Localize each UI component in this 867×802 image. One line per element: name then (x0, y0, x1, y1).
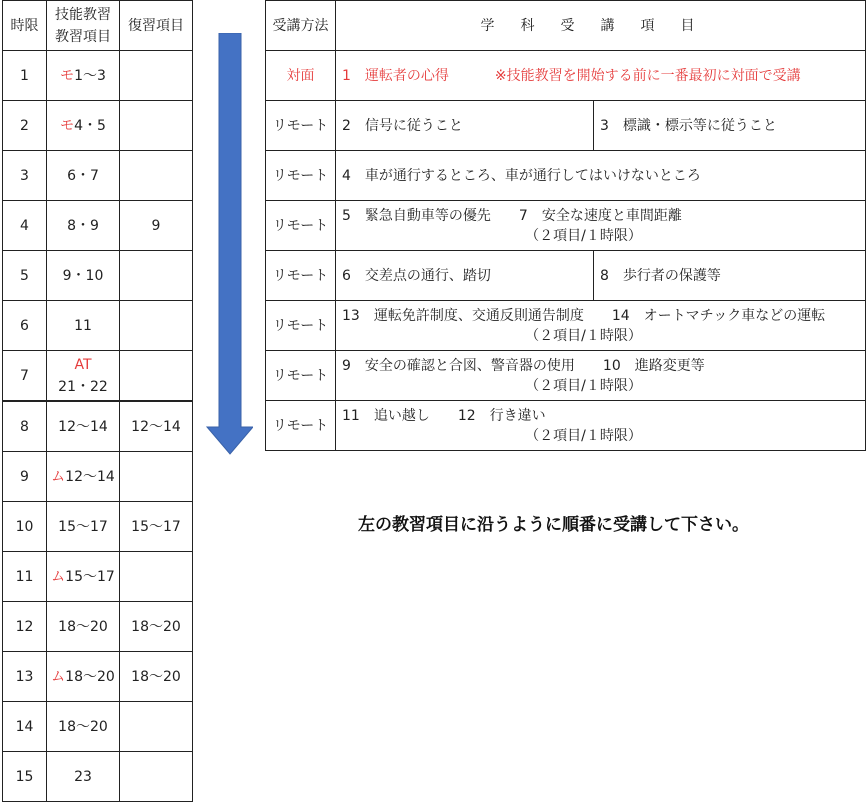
subject-cell: 3 標識・標示等に従うこと (594, 101, 866, 151)
period-cell: 1 (3, 51, 47, 101)
subject-line (342, 306, 865, 326)
lecture-row (266, 401, 866, 451)
period-cell: 12 (3, 602, 47, 652)
skill-item-cell (47, 301, 120, 351)
skill-item-value: 18～20 (65, 668, 115, 685)
skill-item-cell (47, 251, 120, 301)
skill-item-cell (47, 201, 120, 251)
transmission-prefix: ム (51, 468, 66, 485)
subject-cell: 6 交差点の通行、踏切 (336, 251, 594, 301)
review-item-cell (120, 251, 193, 301)
subject-cell: 2 信号に従うこと (336, 101, 594, 151)
subject-cell (336, 51, 866, 101)
skill-item-value: 1～3 (74, 67, 106, 84)
subject-subnote: （２項目/１時限） (525, 377, 642, 394)
subject-text: 11 追い越し 12 行き違い (342, 407, 546, 424)
review-item-cell (120, 752, 193, 802)
period-cell: 7 (3, 351, 47, 402)
skill-item-value: 23 (74, 768, 92, 785)
skill-item-value: 18～20 (58, 718, 108, 735)
subject-text: 9 安全の確認と合図、警音器の使用 10 進路変更等 (342, 357, 705, 374)
skill-item-cell (47, 351, 120, 402)
schedule-table (2, 0, 193, 802)
method-cell: リモート (266, 101, 336, 151)
skill-item-cell (47, 401, 120, 452)
schedule-header-row (3, 1, 193, 51)
skill-item-value: 15～17 (58, 518, 108, 535)
instruction-text: 左の教習項目に沿うように順番に受講して下さい。 (358, 515, 749, 535)
subject-line (342, 166, 865, 186)
period-cell: 13 (3, 652, 47, 702)
lecture-row (266, 201, 866, 251)
transmission-prefix: モ (60, 117, 75, 134)
lecture-header-row (266, 1, 866, 51)
period-cell: 6 (3, 301, 47, 351)
skill-item-cell (47, 602, 120, 652)
period-cell: 10 (3, 502, 47, 552)
lecture-row (266, 151, 866, 201)
subject-text: 1 運転者の心得 (342, 67, 449, 84)
method-cell: 対面 (266, 51, 336, 101)
subject-text: 13 運転免許制度、交通反則通告制度 14 オートマチック車などの運転 (342, 307, 826, 324)
skill-item-header-line2: 教習項目 (55, 28, 111, 45)
lecture-row (266, 301, 866, 351)
skill-item-cell (47, 51, 120, 101)
method-cell: リモート (266, 401, 336, 451)
schedule-row (3, 151, 193, 201)
schedule-row (3, 752, 193, 802)
subject-cell (336, 401, 866, 451)
schedule-row (3, 251, 193, 301)
review-item-cell (120, 452, 193, 502)
review-item-cell (120, 101, 193, 151)
skill-item-value: 11 (74, 317, 92, 334)
skill-item-cell (47, 502, 120, 552)
skill-item-cell (47, 151, 120, 201)
lecture-row (266, 51, 866, 101)
schedule-row (3, 301, 193, 351)
method-cell: リモート (266, 351, 336, 401)
schedule-row (3, 351, 193, 402)
skill-item-value: 15～17 (65, 568, 115, 585)
skill-item-cell (47, 652, 120, 702)
period-cell: 8 (3, 401, 47, 452)
review-item-cell (120, 51, 193, 101)
method-cell: リモート (266, 301, 336, 351)
subject-cell: 8 歩行者の保護等 (594, 251, 866, 301)
lecture-table (265, 0, 866, 451)
lecture-row (266, 251, 866, 301)
subject-cell (336, 151, 866, 201)
skill-item-cell (47, 101, 120, 151)
skill-item-header-line1: 技能教習 (55, 6, 111, 23)
skill-item-value: 8・9 (67, 217, 99, 234)
review-item-cell (120, 552, 193, 602)
method-cell: リモート (266, 201, 336, 251)
skill-item-value: 12～14 (65, 468, 115, 485)
subject-text: 5 緊急自動車等の優先 7 安全な速度と車間距離 (342, 207, 682, 224)
subject-subnote: （２項目/１時限） (525, 327, 642, 344)
review-item-cell (120, 151, 193, 201)
period-cell: 9 (3, 452, 47, 502)
subject-note: ※技能教習を開始する前に一番最初に対面で受講 (494, 67, 801, 84)
period-cell: 4 (3, 201, 47, 251)
period-cell: 2 (3, 101, 47, 151)
schedule-row (3, 552, 193, 602)
subject-cell (336, 351, 866, 401)
lecture-row (266, 101, 866, 151)
skill-item-cell (47, 552, 120, 602)
period-cell: 3 (3, 151, 47, 201)
skill-item-cell (47, 452, 120, 502)
schedule-row (3, 201, 193, 251)
down-arrow-icon (205, 33, 253, 457)
skill-item-value: 6・7 (67, 167, 99, 184)
review-item-cell (120, 702, 193, 752)
skill-item-value: 21・22 (58, 378, 108, 395)
method-header: 受講方法 (266, 1, 336, 51)
period-cell: 15 (3, 752, 47, 802)
schedule-row (3, 702, 193, 752)
skill-item-cell (47, 752, 120, 802)
review-item-header: 復習項目 (120, 1, 193, 51)
period-header: 時限 (3, 1, 47, 51)
review-item-cell: 12～14 (120, 401, 193, 452)
schedule-row (3, 652, 193, 702)
skill-item-value: 18～20 (58, 618, 108, 635)
lecture-table-body (266, 1, 866, 451)
skill-item-value: 9・10 (62, 267, 104, 284)
transmission-prefix: ム (51, 668, 66, 685)
schedule-table-body (3, 1, 193, 802)
schedule-row (3, 101, 193, 151)
lecture-row (266, 351, 866, 401)
period-cell: 14 (3, 702, 47, 752)
subject-line (342, 406, 865, 426)
subject-cell (336, 201, 866, 251)
schedule-row (3, 502, 193, 552)
period-cell: 11 (3, 552, 47, 602)
method-cell: リモート (266, 251, 336, 301)
skill-item-header (47, 1, 120, 51)
schedule-row (3, 401, 193, 452)
subject-subnote: （２項目/１時限） (525, 427, 642, 444)
subject-line (342, 66, 865, 86)
subject-line (342, 206, 865, 226)
review-item-cell: 15～17 (120, 502, 193, 552)
skill-item-value: 4・5 (74, 117, 106, 134)
review-item-cell (120, 351, 193, 402)
subject-text: 4 車が通行するところ、車が通行してはいけないところ (342, 167, 701, 184)
skill-item-cell (47, 702, 120, 752)
period-cell: 5 (3, 251, 47, 301)
review-item-cell: 9 (120, 201, 193, 251)
transmission-prefix: ム (51, 568, 66, 585)
skill-item-value: 12～14 (58, 418, 108, 435)
subject-cell (336, 301, 866, 351)
schedule-row (3, 452, 193, 502)
method-cell: リモート (266, 151, 336, 201)
subjects-header: 学科受講項目 (336, 1, 866, 51)
review-item-cell (120, 301, 193, 351)
subject-subnote: （２項目/１時限） (525, 227, 642, 244)
schedule-row (3, 51, 193, 101)
review-item-cell: 18～20 (120, 602, 193, 652)
transmission-prefix: モ (60, 67, 75, 84)
transmission-prefix: AT (74, 356, 92, 373)
schedule-row (3, 602, 193, 652)
subject-line (342, 356, 865, 376)
review-item-cell: 18～20 (120, 652, 193, 702)
